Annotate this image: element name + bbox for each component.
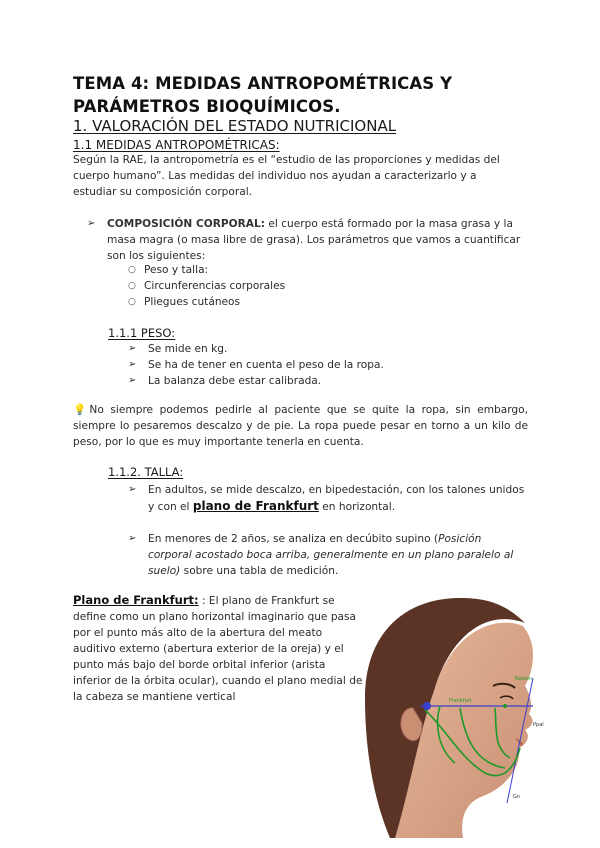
talla-list [128,482,528,579]
list-item-text: Pliegues cutáneos [144,296,241,308]
figure-label-frankfurt: Frankfurt [449,698,472,704]
list-item [128,278,285,294]
section-heading-1: 1. VALORACIÓN DEL ESTADO NUTRICIONAL [73,117,397,135]
list-item [128,482,528,515]
list-item [128,357,384,373]
talla-heading: 1.1.2. TALLA: [108,465,184,479]
arrow-bullet-icon: ➢ [128,375,137,386]
arrow-bullet-icon: ➢ [87,218,96,229]
list-item-text: Circunferencias corporales [144,280,286,292]
list-item-text [148,531,528,579]
circle-bullet-icon: ○ [128,297,136,307]
arrow-bullet-icon: ➢ [128,359,137,370]
frankfurt-face-illustration [365,598,550,838]
lightbulb-icon: 💡 [73,404,90,416]
composition-label: COMPOSICIÓN CORPORAL: [107,218,265,230]
intro-paragraph: Según la RAE, la antropometría es el “estudio de las proporciones y medidas del cuerpo humano”. Las medidas del individuo nos ayudan a caracterizarlo y a estudiar su composición corporal. [73,154,500,198]
peso-heading: 1.1.1 PESO: [108,326,176,340]
figure-label-ppal: Ppal [533,722,544,728]
list-item [128,373,384,389]
list-item-text [148,482,528,515]
arrow-bullet-icon: ➢ [128,343,137,354]
composition-body: el cuerpo está formado por la masa grasa y la masa magra (o masa libre de grasa). Los parámetros que vamos a cuantificar son los siguientes: [107,218,521,262]
talla-text-c: En menores de 2 años, se analiza en decúbito supino ( [148,533,439,545]
tip-text: No siempre podemos pedirle al paciente que se quite la ropa, sin embargo, siempre lo pesaremos descalzo y de pie. La ropa puede pesar en torno a un kilo de peso, por lo que es muy importante tenerla en cuenta. [73,404,528,448]
composition-bullet [87,216,537,264]
peso-list [128,341,384,389]
list-item [128,341,384,357]
list-item-text: Se ha de tener en cuenta el peso de la ropa. [148,359,384,371]
page-title: TEMA 4: MEDIDAS ANTROPOMÉTRICAS Y PARÁMETROS BIOQUÍMICOS. [73,74,453,116]
circle-bullet-icon: ○ [128,281,136,291]
frankfurt-text: : El plano de Frankfurt se define como un plano horizontal imaginario que pasa por el punto más alto de la abertura del meato auditivo externo (abertura exterior de la oreja) y el punto más bajo del borde orbital inferior (arista inferior de la órbita ocular), cuando el plano medial de la cabeza se mantiene vertical [73,595,363,703]
talla-italic: Posición corporal acostado boca arriba, generalmente en un plano paralelo al suelo) [148,533,514,577]
arrow-bullet-icon: ➢ [128,533,137,544]
frankfurt-link[interactable]: plano de Frankfurt [192,499,319,513]
composition-sublist [128,262,285,310]
list-item [128,531,528,579]
talla-text-b: en horizontal. [318,501,396,513]
list-item-text: Peso y talla: [144,264,209,276]
frankfurt-paragraph [73,592,363,705]
porion-point [423,702,431,710]
talla-text-d: sobre una tabla de medición. [180,565,339,577]
figure-label-nasion: Nasion [515,676,533,682]
section-heading-1-1: 1.1 MEDIDAS ANTROPOMÉTRICAS: [73,138,280,152]
composition-text [107,216,537,264]
list-item [128,294,285,310]
figure-label-gn: Gn [513,794,521,800]
list-item [128,262,285,278]
orbitale-point [503,704,507,708]
list-item-text: La balanza debe estar calibrada. [148,375,322,387]
tip-paragraph [73,402,528,450]
talla-text-a: En adultos, se mide descalzo, en bipedestación, con los talones unidos y con el [148,484,525,513]
list-item-text: Se mide en kg. [148,343,228,355]
circle-bullet-icon: ○ [128,265,136,275]
arrow-bullet-icon: ➢ [128,484,137,495]
frankfurt-heading: Plano de Frankfurt: [73,593,199,607]
